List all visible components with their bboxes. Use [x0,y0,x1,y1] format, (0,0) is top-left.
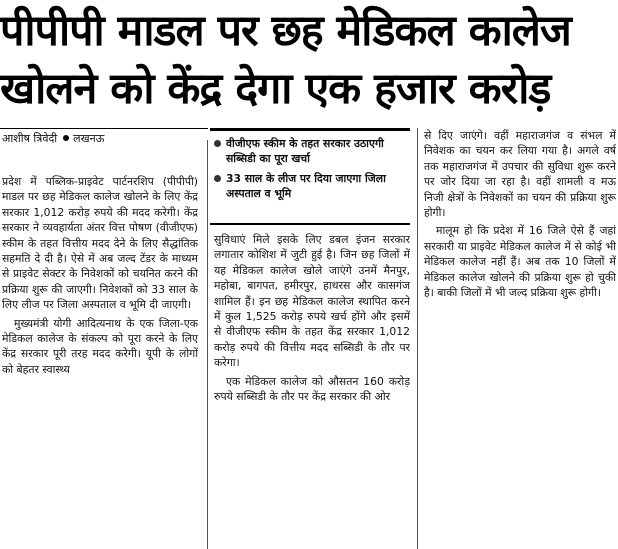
paragraph: से दिए जाएंगे। वहीं महाराजगंज व संभल में निवेशक का चयन कर लिया गया है। अगले वर्ष तक महाराजगंज में उपचार की सुविधा शुरू करने पर जोर दिया जा रहा है। वहीं शामली व मऊ निजी क्षेत्रों के निवेशकों का चयन की प्रक्रिया शुरू होगी। [424,129,616,220]
byline-separator-dot [63,135,69,141]
paragraph: प्रदेश में पब्लिक-प्राइवेट पार्टनरशिप (पीपीपी) माडल पर छह मेडिकल कालेज खोलने के लिए केंद्र सरकार 1,012 करोड़ रुपये की मदद करेगी। केंद्र सरकार ने व्यवहार्यता अंतर वित्त पोषण (वीजीएफ) स्कीम के तहत वित्तीय मदद देने के लिए सैद्धांतिक सहमति दे दी है। ऐसे में अब जल्द टेंडर के माध्यम से प्राइवेट सेक्टर के निवेशकों को चयनित करने की प्रक्रिया शुरू की जाएगी। निवेशकों को 33 साल के लिए लीज पर जिला अस्पताल व भूमि दी जाएगी। [2,175,198,312]
byline [2,132,104,146]
article-column-3 [424,128,616,468]
headline-line-2: खोलने को केंद्र देगा एक हजार करोड़ [0,64,551,114]
highlights-box [210,128,410,225]
highlight-item [210,136,410,166]
bullet-icon [214,175,221,182]
column-divider [417,128,418,549]
byline-location: लखनऊ [73,132,105,145]
bullet-icon [214,140,221,147]
headline-line-1: पीपीपी माडल पर छह मेडिकल कालेज [0,6,571,56]
highlight-text: वीजीएफ स्कीम के तहत सरकार उठाएगी सब्सिडी का पूरा खर्चा [226,137,384,165]
byline-author: आशीष त्रिवेदी [2,132,58,145]
paragraph: मालूम हो कि प्रदेश में 16 जिले ऐसे हैं जहां सरकारी या प्राइवेट मेडिकल कालेज में से कोई भी मेडिकल कालेज नहीं हैं। अब तक 10 जिलों में मेडिकल कालेज खोलने की प्रक्रिया शुरू हो चुकी है। बाकी जिलों में भी जल्द प्रक्रिया शुरू होगी। [424,224,616,300]
paragraph: एक मेडिकल कालेज को औसतन 160 करोड़ रुपये सब्सिडी के तौर पर केंद्र सरकार की ओर [214,374,410,404]
highlight-item [210,171,410,201]
byline-rule [0,128,208,129]
column-divider [207,140,208,549]
headline [0,2,618,118]
paragraph: मुख्यमंत्री योगी आदित्यनाथ के एक जिला-एक मेडिकल कालेज के संकल्प को पूरा करने के लिए केंद्र सरकार पूरी तरह मदद करेगी। यूपी के लोगों को बेहतर स्वास्थ्य [2,316,198,376]
highlight-text: 33 साल के लीज पर दिया जाएगा जिला अस्पताल व भूमि [226,172,386,200]
article-column-2 [214,232,410,548]
article-column-1 [2,174,198,548]
paragraph: सुविधाएं मिले इसके लिए डबल इंजन सरकार लगातार कोशिश में जुटी हुई है। जिन छह जिलों में यह मेडिकल कालेज खोले जाएंगे उनमें मैनपुर, महोबा, बागपत, हमीरपुर, हाथरस और कासगंज शामिल हैं। इन छह मेडिकल कालेज स्थापित करने में कुल 1,525 करोड़ रुपये खर्च होंगे और इसमें से वीजीएफ स्कीम के तहत केंद्र सरकार 1,012 करोड़ रुपये की वित्तीय मदद सब्सिडी के तौर पर करेगा। [214,233,410,370]
